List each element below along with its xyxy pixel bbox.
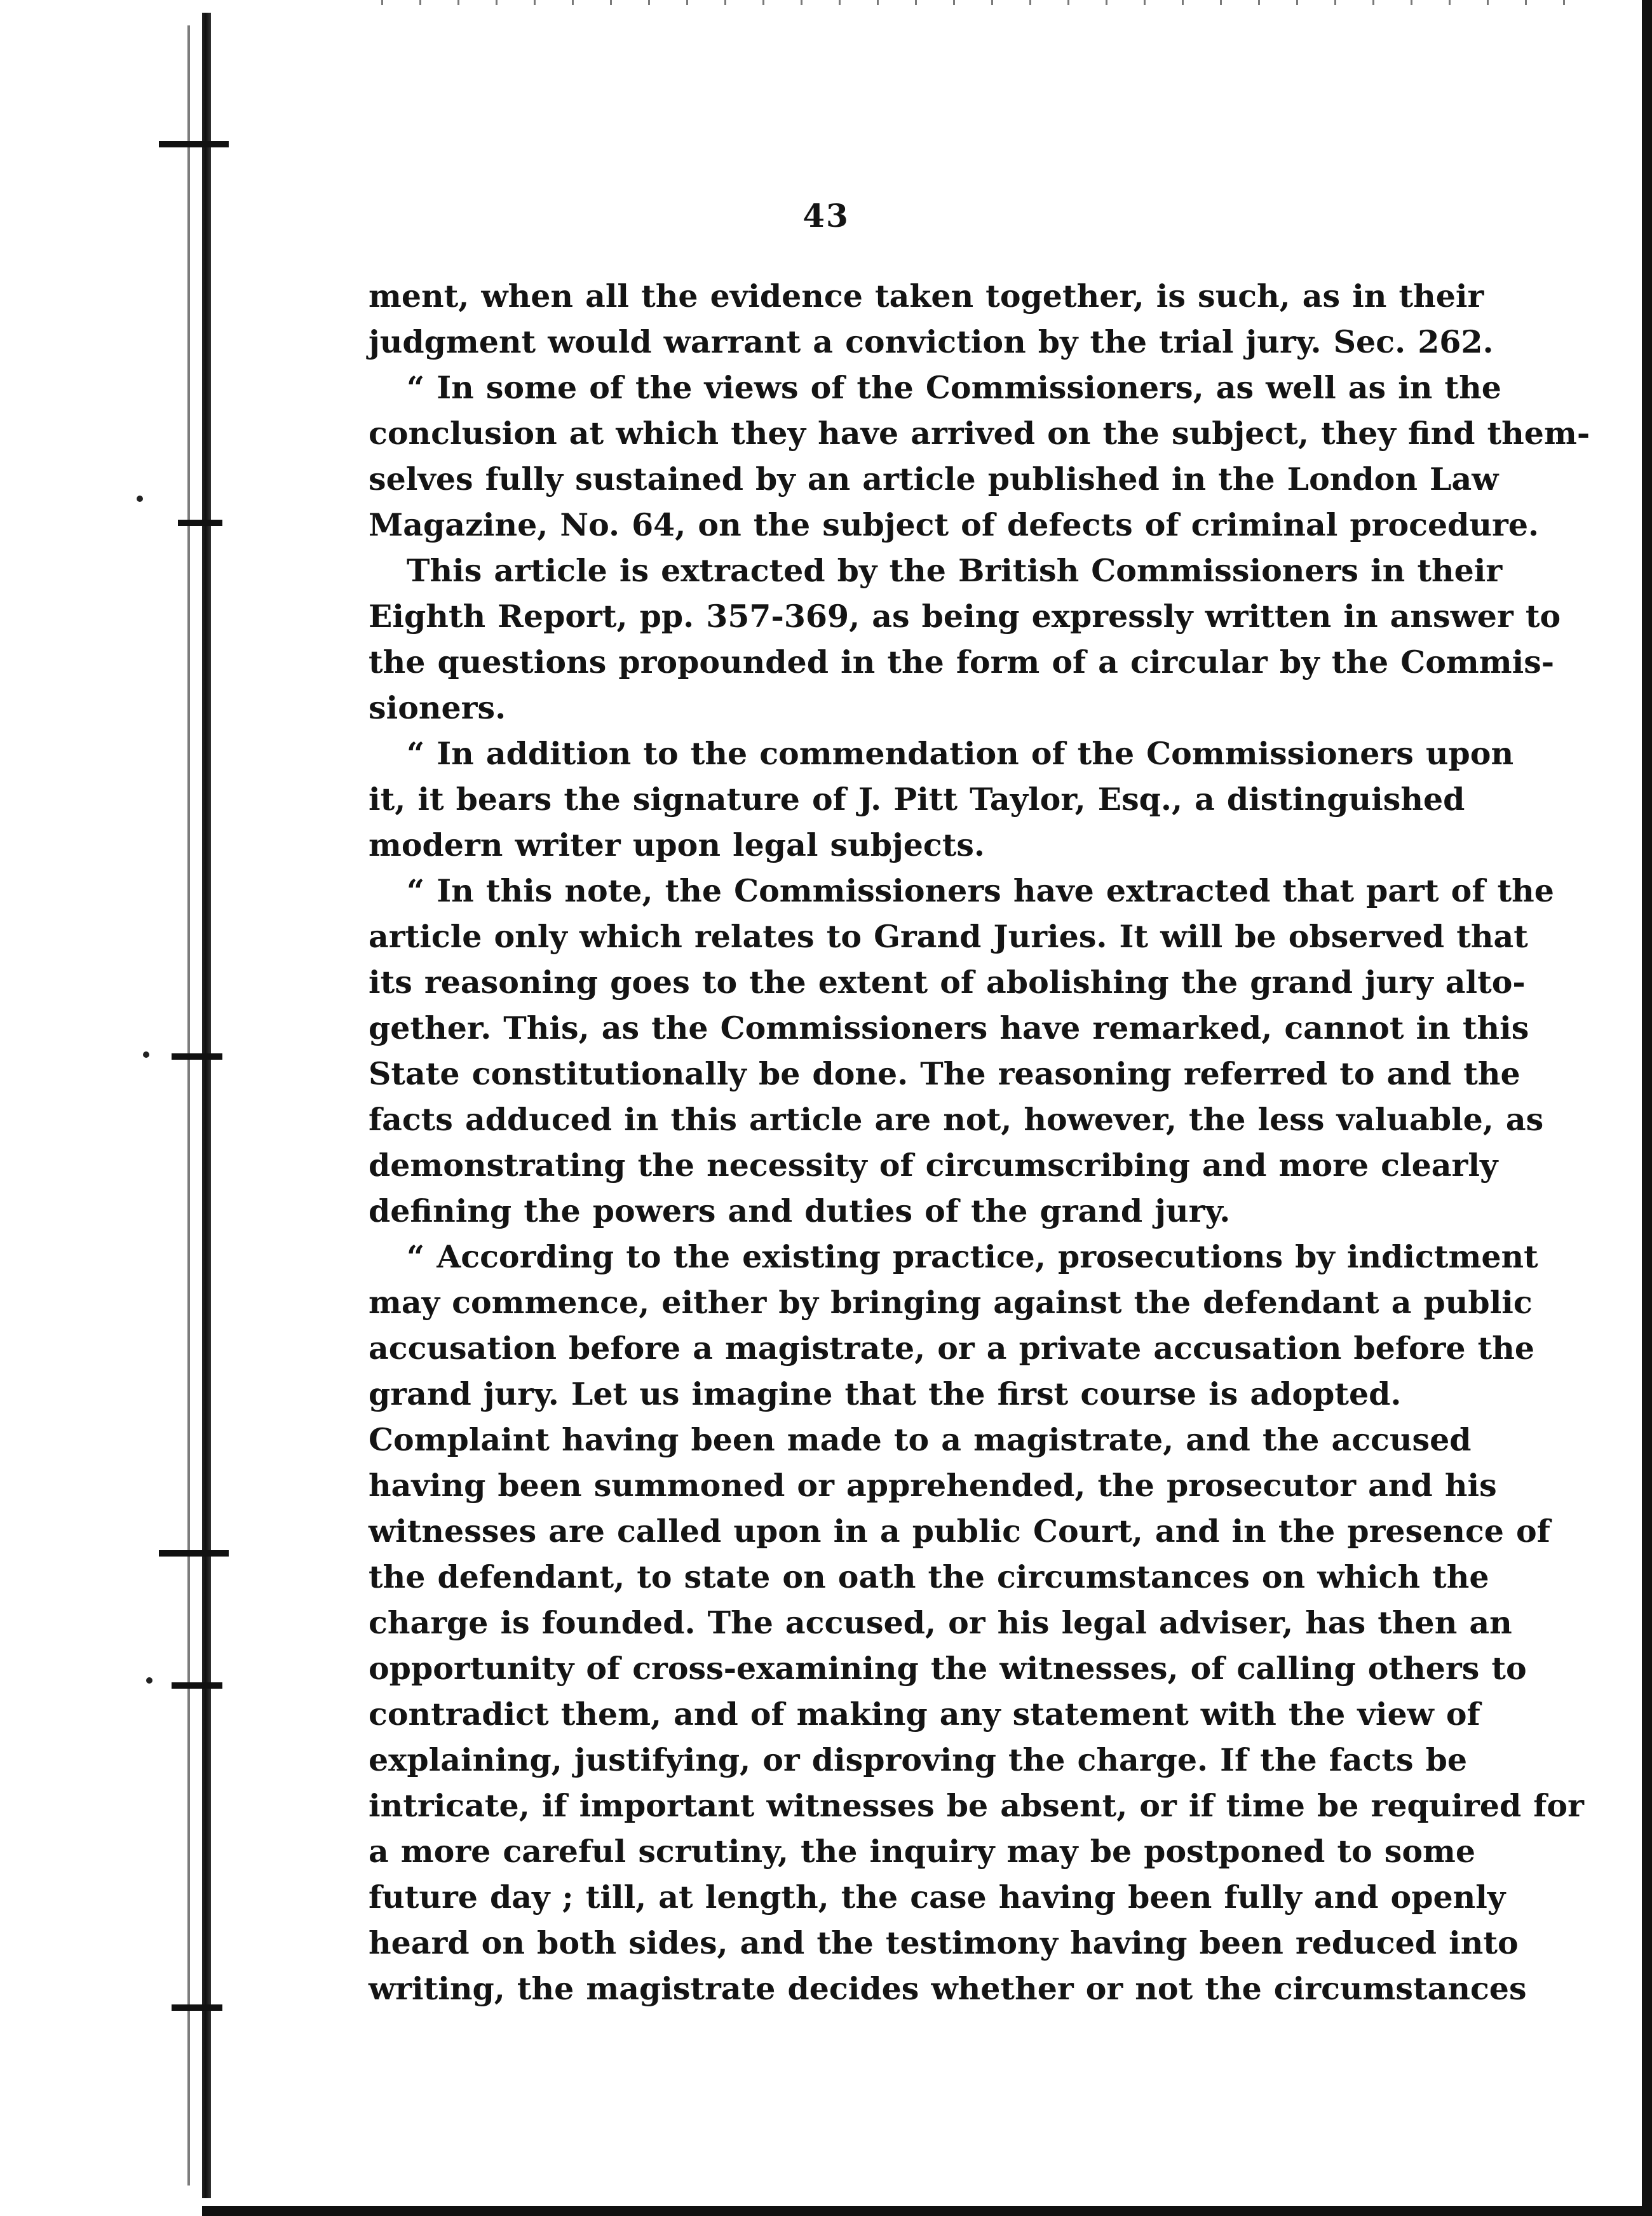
- text-line: it, it bears the signature of J. Pitt Taylor, Esq., a distinguished: [369, 781, 1465, 818]
- text-line: This article is extracted by the British Commissioners in their: [407, 552, 1503, 589]
- text-line: gether. This, as the Commissioners have remarked, cannot in this: [369, 1010, 1529, 1046]
- scan-specks: [381, 0, 1588, 5]
- stitch-mark: [172, 1682, 222, 1689]
- scan-dot: [146, 1677, 152, 1684]
- text-line: explaining, justifying, or disproving the charge. If the facts be: [369, 1741, 1468, 1778]
- stitch-mark: [159, 141, 229, 147]
- stitch-mark: [172, 2004, 222, 2011]
- body-text: [369, 273, 1590, 2011]
- text-line: may commence, either by bringing against the defendant a public: [369, 1284, 1533, 1321]
- text-line: modern writer upon legal subjects.: [369, 827, 985, 863]
- binding-edge: [202, 13, 211, 2198]
- binding-thread: [187, 25, 190, 2186]
- text-line: facts adduced in this article are not, however, the less valuable, as: [369, 1101, 1544, 1138]
- text-line: “ In addition to the commendation of the Commissioners upon: [407, 735, 1514, 772]
- text-line: Complaint having been made to a magistrate, and the accused: [369, 1421, 1472, 1458]
- text-line: writing, the magistrate decides whether or not the circumstances: [369, 1970, 1527, 2007]
- text-line: “ According to the existing practice, prosecutions by indictment: [407, 1238, 1538, 1275]
- text-line: Eighth Report, pp. 357-369, as being expressly written in answer to: [369, 598, 1561, 635]
- text-line: “ In this note, the Commissioners have extracted that part of the: [407, 872, 1554, 909]
- text-line: a more careful scrutiny, the inquiry may be postponed to some: [369, 1833, 1476, 1870]
- scan-border-bottom: [202, 2206, 1652, 2216]
- text-line: heard on both sides, and the testimony having been reduced into: [369, 1924, 1519, 1961]
- text-line: ment, when all the evidence taken together, is such, as in their: [369, 278, 1484, 314]
- text-line: article only which relates to Grand Juries. It will be observed that: [369, 918, 1528, 955]
- text-line: Magazine, No. 64, on the subject of defects of criminal procedure.: [369, 506, 1540, 543]
- text-line: its reasoning goes to the extent of abolishing the grand jury alto-: [369, 964, 1526, 1001]
- stitch-mark: [159, 1550, 229, 1557]
- text-line: future day ; till, at length, the case having been fully and openly: [369, 1879, 1506, 1915]
- text-line: selves fully sustained by an article published in the London Law: [369, 461, 1499, 497]
- stitch-mark: [172, 1053, 222, 1060]
- text-line: “ In some of the views of the Commissioners, as well as in the: [407, 369, 1501, 406]
- text-line: judgment would warrant a conviction by the trial jury. Sec. 262.: [369, 323, 1494, 360]
- scan-dot: [143, 1051, 149, 1058]
- text-line: defining the powers and duties of the grand jury.: [369, 1192, 1231, 1229]
- text-line: demonstrating the necessity of circumscribing and more clearly: [369, 1147, 1498, 1184]
- text-line: intricate, if important witnesses be absent, or if time be required for: [369, 1787, 1584, 1824]
- text-line: State constitutionally be done. The reasoning referred to and the: [369, 1055, 1520, 1092]
- text-line: contradict them, and of making any statement with the view of: [369, 1696, 1480, 1733]
- text-line: grand jury. Let us imagine that the first course is adopted.: [369, 1375, 1402, 1412]
- stitch-mark: [178, 520, 222, 526]
- text-line: charge is founded. The accused, or his legal adviser, has then an: [369, 1604, 1512, 1641]
- text-line: the defendant, to state on oath the circumstances on which the: [369, 1558, 1489, 1595]
- text-line: opportunity of cross-examining the witnesses, of calling others to: [369, 1650, 1527, 1687]
- text-line: conclusion at which they have arrived on the subject, they find them-: [369, 415, 1590, 452]
- scan-border-right: [1642, 0, 1652, 2216]
- text-line: sioners.: [369, 689, 506, 726]
- text-line: the questions propounded in the form of a circular by the Commis-: [369, 644, 1555, 680]
- scan-dot: [137, 496, 143, 502]
- text-line: accusation before a magistrate, or a private accusation before the: [369, 1330, 1535, 1367]
- page-number: 43: [802, 197, 850, 234]
- text-line: witnesses are called upon in a public Court, and in the presence of: [369, 1513, 1550, 1550]
- text-line: having been summoned or apprehended, the prosecutor and his: [369, 1467, 1497, 1504]
